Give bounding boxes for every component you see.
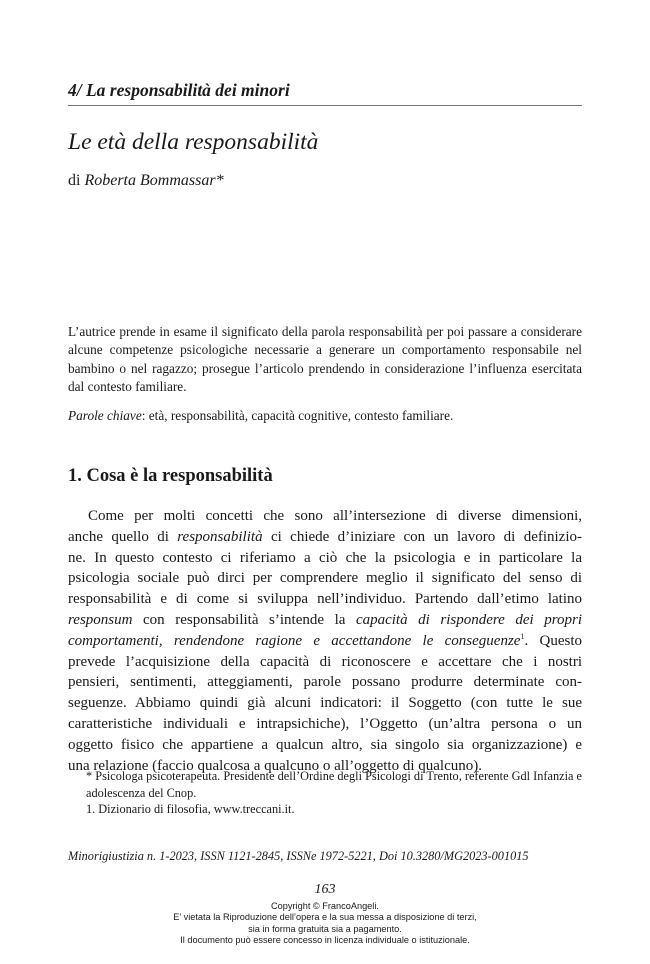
body-text [68,506,582,776]
footnote-1: 1. Dizionario di filosofia, www.treccani.it. [86,802,295,816]
body-line: oggetto fisico che appartiene a qualcun altro, sia singolo sia organizzazione) e [68,736,582,753]
footnote-ref[interactable]: 1 [520,631,525,641]
body-line: prevede l’acquisizione della capacità di riconoscere e accettare che i nostri [68,653,582,670]
page-number: 163 [314,882,336,897]
body-text-run: . Questo [524,632,582,649]
body-line: psicologia sociale può dirci per comprendere meglio il significato del senso di [68,570,582,587]
body-line: una relazione (faccio qualcosa a qualcuno o all’oggetto di qualcuno). [68,757,482,774]
body-line: Come per molti concetti che sono all’intersezione di diverse dimensioni, [88,508,582,524]
abstract: L’autrice prende in esame il significato della parola responsabilità per poi passare a considerare alcune competenze psicologiche necessarie a generare un comportamento responsabile nel bambino o nel ragazzo; prosegue l’articolo prendendo in considerazione l’influenza esercitata dal contesto familiare. [68,324,582,394]
copyright-line: Il documento può essere concesso in licenza individuale o istituzionale. [180,935,470,946]
body-line: caratteristiche individuali e intrapsichiche), l’Oggetto (un’altra persona o un [68,715,582,732]
keywords-label: Parole chiave [68,408,142,423]
footnote-star: * Psicologa psicoterapeuta. Presidente dell’Ordine degli Psicologi di Trento, referente Gdl Infanzia e adolescenza del Cnop. [86,769,582,800]
body-emphasis: comportamenti, rendendone ragione e accettandone le conseguenze [68,632,521,649]
body-line [68,631,582,652]
body-emphasis: responsabilità [177,528,263,545]
keywords [68,408,582,424]
body-line: seguenze. Abbiamo quindi già alcuni indicatori: il Soggetto (con tutte le sue [68,695,582,712]
body-text-run: con responsabilità s’intende la [132,611,356,628]
author-name: Roberta Bommassar* [84,172,224,189]
copyright-notice [0,901,650,947]
body-line [68,527,582,548]
body-line: ne. In questo contesto ci riferiamo a ciò che la psicologia e in particolare la [68,549,582,566]
section-header: 4/ La responsabilità dei minori [68,80,582,106]
body-line: pensieri, sentimenti, atteggiamenti, parole possano produrre determinate con- [68,674,582,691]
copyright-line: E’ vietata la Riproduzione dell’opera e la sua messa a disposizione di terzi, [173,912,477,923]
body-text-run: ci chiede d’iniziare con un lavoro di definizio- [262,528,582,545]
body-emphasis: responsum [68,611,133,628]
journal-citation: Minorigiustizia n. 1-2023, ISSN 1121-2845, ISSNe 1972-5221, Doi 10.3280/MG2023-001015 [68,849,529,863]
byline [68,172,224,190]
body-text-run: anche quello di [68,528,178,545]
copyright-line: Copyright © FrancoAngeli. [271,901,379,911]
body-line [68,610,582,631]
byline-prefix: di [68,172,85,189]
section-heading: 1. Cosa è la responsabilità [68,466,273,486]
footnotes [68,768,582,818]
keywords-text: : età, responsabilità, capacità cognitive, contesto familiare. [141,408,454,423]
article-title: Le età della responsabilità [68,129,319,155]
copyright-line: sia in forma gratuita sia a pagamento. [248,923,402,934]
body-line: responsabilità e di come si sviluppa nell’individuo. Partendo dall’etimo latino [68,591,582,608]
body-emphasis: capacità di rispondere dei propri [355,611,582,628]
